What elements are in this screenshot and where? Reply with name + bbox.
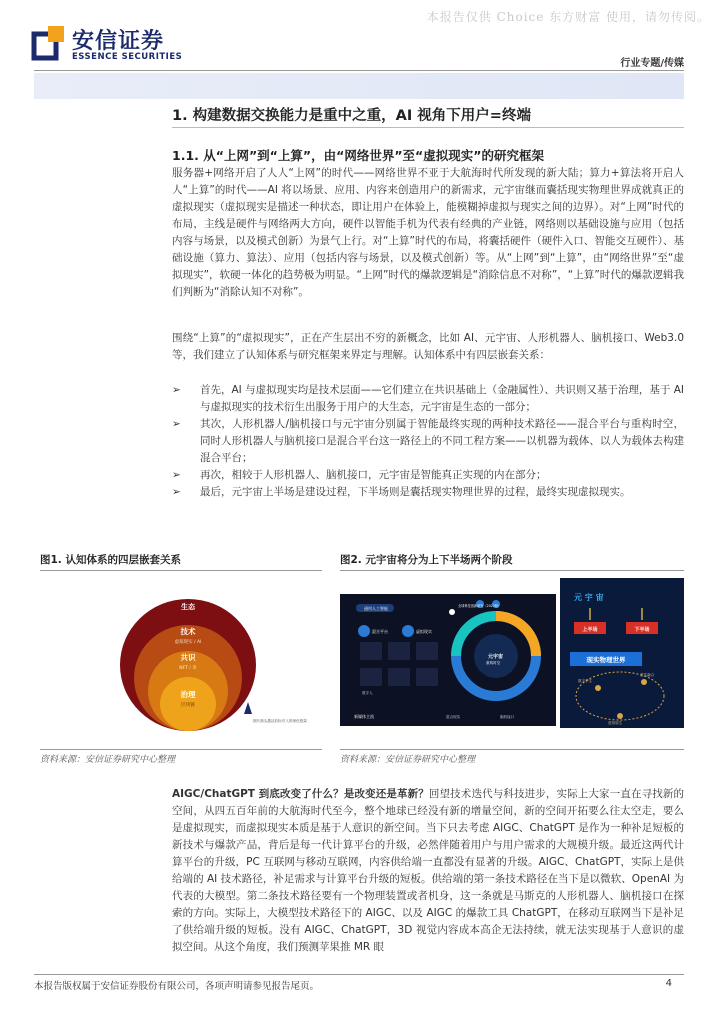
report-category: 行业专题/传媒 [620, 58, 684, 69]
fig2-label-mixed: 混合平台 [372, 629, 388, 634]
paragraph-intro: 服务器+网络开启了人人“上网”的时代——网络世界不亚于大航海时代所发现的新大陆；算力+算法将开启人人“上算”的时代——AI 将以场景、应用、内容来创造用户的新需求，元宇宙继而囊括现实物理世界成就真正的虚拟现实（虚拟现实是描述一种状态，即让用户在体验上，能模糊掉虚拟与现实之间的边界）。对“上网”时代的布局，主线是硬件与网络两大方向，硬件以智能手机为代表有经典的产业链，网络则以基础设施与应用（包括内容与场景，以及模式创新）为景气上行。对“上算”时代的布局，将囊括硬件（硬件入口、智能交互硬件）、基础设施（算力、算法）、应用（包括内容与场景，以及模式创新）等。从“上网”到“上算”，由“网络世界”至“虚拟现实”，软硬一体化的趋势极为明显。“上网”时代的爆款逻辑是“消除信息不对称”，“上算”时代的爆款逻辑我们判断为“消除认知不对称”。 [172, 167, 684, 298]
fig2-first-half: 上半场 [582, 627, 598, 633]
fig2-label-vr: 虚拟现实 [416, 629, 432, 634]
figure2-title: 图2. 元宇宙将分为上下半场两个阶段 [340, 554, 513, 566]
bullet-item [172, 484, 684, 501]
footer-divider [34, 974, 684, 975]
bullet-text: 最后，元宇宙上半场是建设过程，下半场则是囊括现实物理世界的过程，最终实现虚拟现实。 [200, 486, 631, 498]
fig2-native: 虚拟原生 [608, 721, 623, 725]
fig2-label-media: 新媒体主流 [354, 714, 374, 719]
ring-label-ecology: 生态 [181, 603, 195, 611]
bullet-item [172, 467, 684, 484]
bullet-arrow-icon: ➢ [172, 384, 181, 396]
figure2-left-panel [340, 594, 556, 726]
footer-disclaimer: 本报告版权属于安信证券股份有限公司，各项声明请参见报告尾页。 [34, 981, 320, 992]
figure2-right-panel [560, 578, 684, 728]
paragraph-aigc-body: 回望技术迭代与科技进步，实际上大家一直在寻找新的空间，从四五百年前的大航海时代至今，整个地球已经没有新的增量空间，新的空间开拓要么往太空走，要么是虚拟现实，而虚拟现实本质是基于人意识的新空间。当下只去考虑 AIGC、ChatGPT 是作为一种补足短板的新技术与爆款产品，背后是每一代计算平台的升级，必然伴随着用户与用户需求的大规模升级。最近这两代计算平台的升级，PC 互联网与移动互联网，内容供给端一直都没有显著的升级。AIGC、ChatGPT，实际上是供给端的 AI 技术路径，补足需求与计算平台升级的短板。供给端的第一条技术路径在当下是以微软、OpenAI 为代表的大模型。第二条技术路径要有一个物理装置或者机身，这一条就是马斯克的人形机器人、脑机接口在探索的方向。实际上，大模型技术路径下的 AIGC、以及 AIGC 的爆款工具 ChatGPT，在移动互联网当下是补足了供给端升级的短板。没有 AIGC、ChatGPT，3D 视觉内容成本高企无法持续，就无法实现基于人意识的虚拟空间。从这个角度，我们预测苹果推 MR 眼 [172, 788, 685, 953]
bullet-item [172, 382, 684, 416]
fig2-fusion: 虚实融合 [640, 673, 655, 677]
paragraph-aigc-lead: AIGC/ChatGPT 到底改变了什么？是改变还是革新？ [172, 788, 429, 800]
paragraph-aigc [172, 786, 684, 956]
logo-english: ESSENCE SECURITIES [72, 52, 183, 62]
logo-chinese: 安信证券 [72, 29, 165, 54]
header-banner [34, 73, 684, 99]
figure1-title: 图1. 认知体系的四层嵌套关系 [40, 554, 181, 566]
fig2-label-rd: 全球科技创新研发（2023版） [458, 604, 502, 608]
bullet-text: 首先，AI 与虚拟现实均是技术层面——它们建立在共识基础上（金融属性）、共识则又基于治理，基于 AI 与虚拟现实的技术衍生出服务于用户的大生态，元宇宙是生态的一部分； [200, 384, 684, 413]
fig2-physical-world: 现实物理世界 [586, 656, 626, 664]
fig2-label-mr: 混合现实 [446, 715, 461, 719]
company-logo [34, 26, 184, 64]
figure1-source: 资料来源：安信证券研究中心整理 [40, 755, 176, 765]
fig2-label-agi: 通用人工智能 [364, 606, 388, 611]
section-title: 1. 构建数据交换能力是重中之重，AI 视角下用户=终端 [172, 108, 531, 124]
figure2-title-rule [340, 570, 684, 571]
logo-mark-icon [34, 26, 64, 60]
ring-note-consensus: NFT / 币 [179, 666, 197, 671]
ring-label-technology: 技术 [180, 627, 196, 636]
ring-note-technology: 虚拟现实 / AI [174, 640, 202, 645]
bullet-list [172, 382, 684, 501]
bullet-text: 其次，人形机器人/脑机接口与元宇宙分别属于智能最终实现的两种技术路径——混合平台与重构时空，同时人形机器人与脑机接口是混合平台这一路径上的不同工程方案——以机器为载体、以人为载体去构建混合平台； [200, 418, 684, 464]
section-divider [172, 127, 684, 128]
figure1-nested-circles [110, 590, 307, 740]
fig2-label-metaverse: 元宇宙 [488, 654, 504, 660]
bullet-arrow-icon: ➢ [172, 418, 181, 430]
bullet-text: 再次，相较于人形机器人、脑机接口，元宇宙是智能真正实现的内在部分； [200, 469, 547, 481]
bullet-arrow-icon: ➢ [172, 486, 181, 498]
header-divider [34, 70, 684, 71]
figure2-source: 资料来源：安信证券研究中心整理 [340, 755, 476, 765]
figure1-title-rule [40, 570, 322, 571]
fig2-digital-twin: 数字孪生 [578, 679, 593, 683]
paragraph-framework: 围绕“上算”的“虚拟现实”，正在产生层出不穷的新概念，比如 AI、元宇宙、人形机器人、脑机接口、Web3.0 等，我们建立了认知体系与研究框架来界定与理解。认知体系中有四层嵌套关系： [172, 332, 684, 361]
bullet-arrow-icon: ➢ [172, 469, 181, 481]
figure1-bottom-rule [40, 749, 322, 750]
figure1-arrow-icon [244, 702, 252, 714]
watermark-text: 本报告仅供 Choice 东方财富 使用，请勿传阅。 [426, 10, 710, 24]
fig2-second-half: 下半场 [634, 627, 650, 633]
figure2-bottom-rule [340, 749, 684, 750]
fig2-label-bci: 脑机接口 [500, 715, 515, 719]
page-number: 4 [665, 978, 672, 989]
fig2-label-reconstruct: 重构时空 [486, 661, 501, 665]
figure1-note: 图片箭头激活后标引入的深化框架 [253, 719, 307, 723]
subsection-title: 1.1. 从“上网”到“上算”，由“网络世界”至“虚拟现实”的研究框架 [172, 148, 544, 163]
fig2-right-title: 元 宇 宙 [574, 593, 604, 602]
ring-label-governance: 治理 [180, 690, 196, 699]
bullet-item [172, 416, 684, 467]
fig2-label-digital-human: 数字人 [362, 691, 373, 695]
ring-label-consensus: 共识 [180, 653, 196, 662]
ring-note-governance: 区块链 [181, 703, 195, 708]
